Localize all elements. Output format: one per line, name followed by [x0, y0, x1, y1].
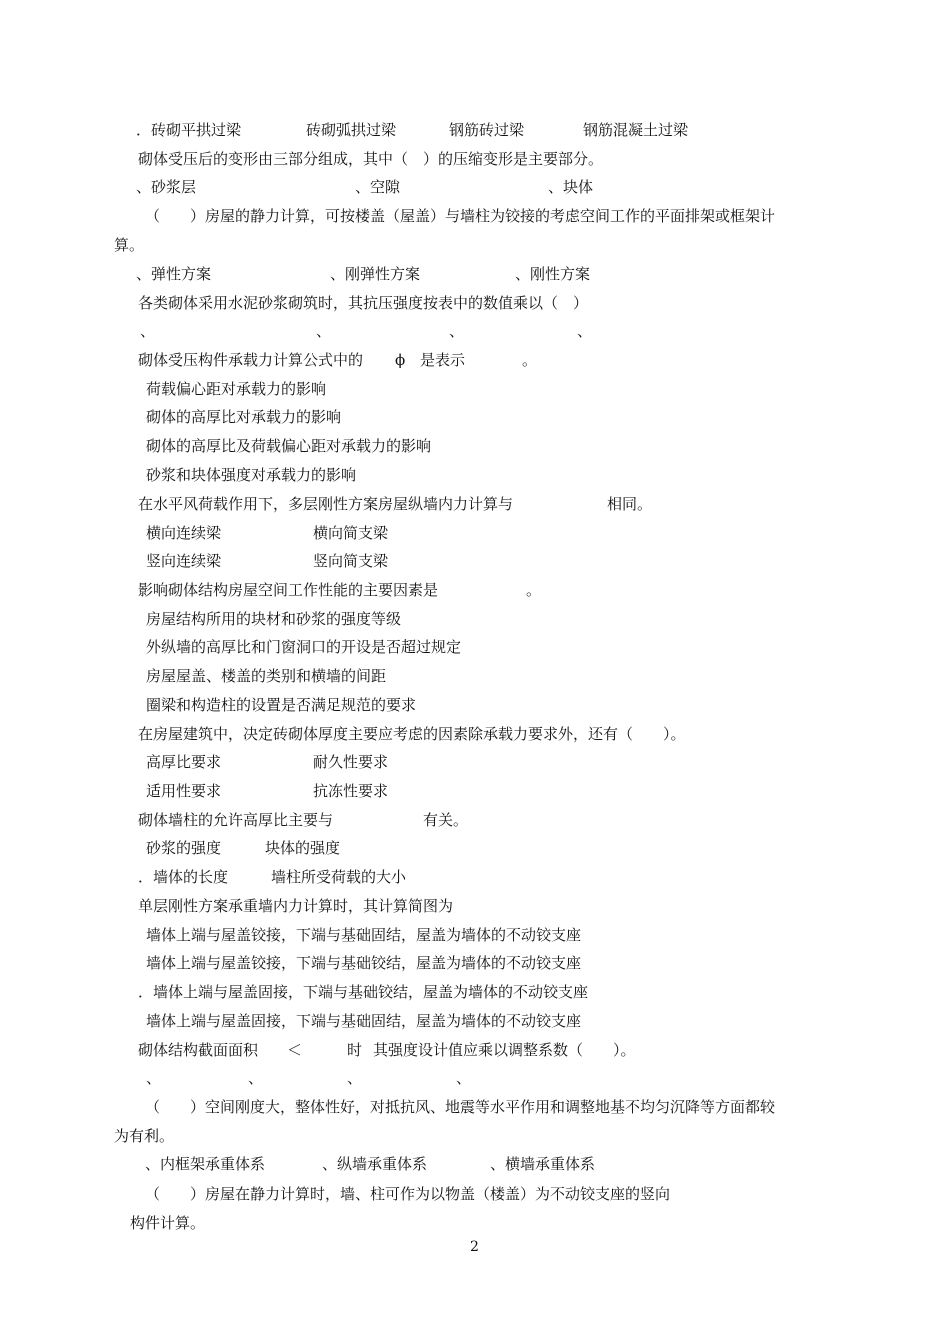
text-segment: 墙柱所受荷载的大小 — [271, 868, 407, 886]
text-segment: 、 — [577, 322, 593, 340]
text-segment: 砌体墙柱的允许高厚比主要与 — [138, 811, 334, 829]
text-segment: （ ）房屋的静力计算，可按楼盖（屋盖）与墙柱为铰接的考虑空间工作的平面排架或框架计 — [145, 207, 776, 225]
text-segment: 墙体上端与屋盖铰接，下端与基础铰结，屋盖为墙体的不动铰支座 — [146, 954, 582, 972]
text-segment: 砌体的高厚比对承载力的影响 — [146, 408, 342, 426]
text-segment: 、刚弹性方案 — [330, 265, 421, 283]
text-segment: 钢筋砖过梁 — [449, 121, 525, 139]
text-segment: 是表示 — [420, 351, 466, 369]
text-segment: 房屋屋盖、楼盖的类别和横墙的间距 — [146, 667, 387, 685]
text-segment: 有关。 — [423, 811, 469, 829]
text-segment: 、 — [347, 1069, 363, 1087]
text-segment: 块体的强度 — [265, 839, 341, 857]
text-segment: 、刚性方案 — [515, 265, 591, 283]
text-segment: 钢筋混凝土过梁 — [583, 121, 689, 139]
text-segment: 砌体的高厚比及荷载偏心距对承载力的影响 — [146, 437, 432, 455]
text-segment: 其强度设计值应乘以调整系数（ ）。 — [373, 1041, 636, 1059]
text-segment: 。 — [522, 351, 538, 369]
text-segment: 时 — [347, 1041, 363, 1059]
text-segment: 、内框架承重体系 — [145, 1155, 266, 1173]
text-segment: 为有利。 — [114, 1127, 175, 1145]
text-segment: 砂浆的强度 — [146, 839, 222, 857]
text-segment: 房屋结构所用的块材和砂浆的强度等级 — [146, 610, 402, 628]
text-segment: 、块体 — [548, 178, 594, 196]
text-segment: 单层刚性方案承重墙内力计算时，其计算简图为 — [138, 897, 454, 915]
text-segment: 各类砌体采用水泥砂浆砌筑时，其抗压强度按表中的数值乘以（ ） — [138, 294, 589, 312]
text-segment: 、 — [449, 322, 465, 340]
page-number: 2 — [470, 1239, 479, 1255]
text-segment: 墙体上端与屋盖固接，下端与基础固结，屋盖为墙体的不动铰支座 — [146, 1012, 582, 1030]
text-segment: 在水平风荷载作用下，多层刚性方案房屋纵墙内力计算与 — [138, 495, 514, 513]
text-segment: 砖砌弧拱过梁 — [306, 121, 397, 139]
text-segment: 构件计算。 — [130, 1214, 206, 1232]
text-segment: 、 — [146, 1069, 162, 1087]
text-segment: 圈梁和构造柱的设置是否满足规范的要求 — [146, 696, 417, 714]
text-segment: 、 — [316, 322, 332, 340]
text-segment: 。 — [526, 581, 542, 599]
text-segment: 横向简支梁 — [313, 524, 389, 542]
text-segment: 墙体上端与屋盖铰接，下端与基础固结，屋盖为墙体的不动铰支座 — [146, 926, 582, 944]
text-segment: 荷载偏心距对承载力的影响 — [146, 380, 327, 398]
text-segment: 外纵墙的高厚比和门窗洞口的开设是否超过规定 — [146, 638, 462, 656]
text-segment: 、砂浆层 — [136, 178, 197, 196]
text-segment: 、纵墙承重体系 — [322, 1155, 428, 1173]
text-segment: 、 — [140, 322, 156, 340]
text-segment: （ ）房屋在静力计算时，墙、柱可作为以物盖（楼盖）为不动铰支座的竖向 — [145, 1185, 671, 1203]
text-segment: ＜ — [287, 1041, 303, 1059]
text-segment: 、 — [248, 1069, 264, 1087]
text-segment: 、横墙承重体系 — [490, 1155, 596, 1173]
text-segment: 砌体结构截面面积 — [138, 1041, 259, 1059]
text-segment: ．砖砌平拱过梁 — [136, 121, 242, 139]
text-segment: ．墙体的长度 — [138, 868, 229, 886]
text-segment: 竖向连续梁 — [146, 552, 222, 570]
text-segment: ．墙体上端与屋盖固接，下端与基础铰结，屋盖为墙体的不动铰支座 — [138, 983, 589, 1001]
text-segment: 在房屋建筑中，决定砖砌体厚度主要应考虑的因素除承载力要求外，还有（ ）。 — [138, 725, 686, 743]
text-segment: 耐久性要求 — [313, 753, 389, 771]
text-segment: 适用性要求 — [146, 782, 222, 800]
text-segment: 影响砌体结构房屋空间工作性能的主要因素是 — [138, 581, 439, 599]
text-segment: （ ）空间刚度大，整体性好，对抵抗风、地震等水平作用和调整地基不均匀沉降等方面都较 — [145, 1098, 776, 1116]
text-segment: 砌体受压后的变形由三部分组成，其中（ ）的压缩变形是主要部分。 — [138, 150, 604, 168]
text-segment: 竖向简支梁 — [313, 552, 389, 570]
text-segment: ϕ — [395, 351, 406, 369]
text-segment: 高厚比要求 — [146, 753, 222, 771]
text-segment: 、 — [456, 1069, 472, 1087]
text-segment: 算。 — [114, 236, 145, 254]
text-segment: 相同。 — [607, 495, 653, 513]
text-segment: 砂浆和块体强度对承载力的影响 — [146, 466, 357, 484]
text-segment: 、空隙 — [355, 178, 401, 196]
text-segment: 砌体受压构件承载力计算公式中的 — [138, 351, 364, 369]
text-segment: 、弹性方案 — [136, 265, 212, 283]
text-segment: 抗冻性要求 — [313, 782, 389, 800]
text-segment: 横向连续梁 — [146, 524, 222, 542]
